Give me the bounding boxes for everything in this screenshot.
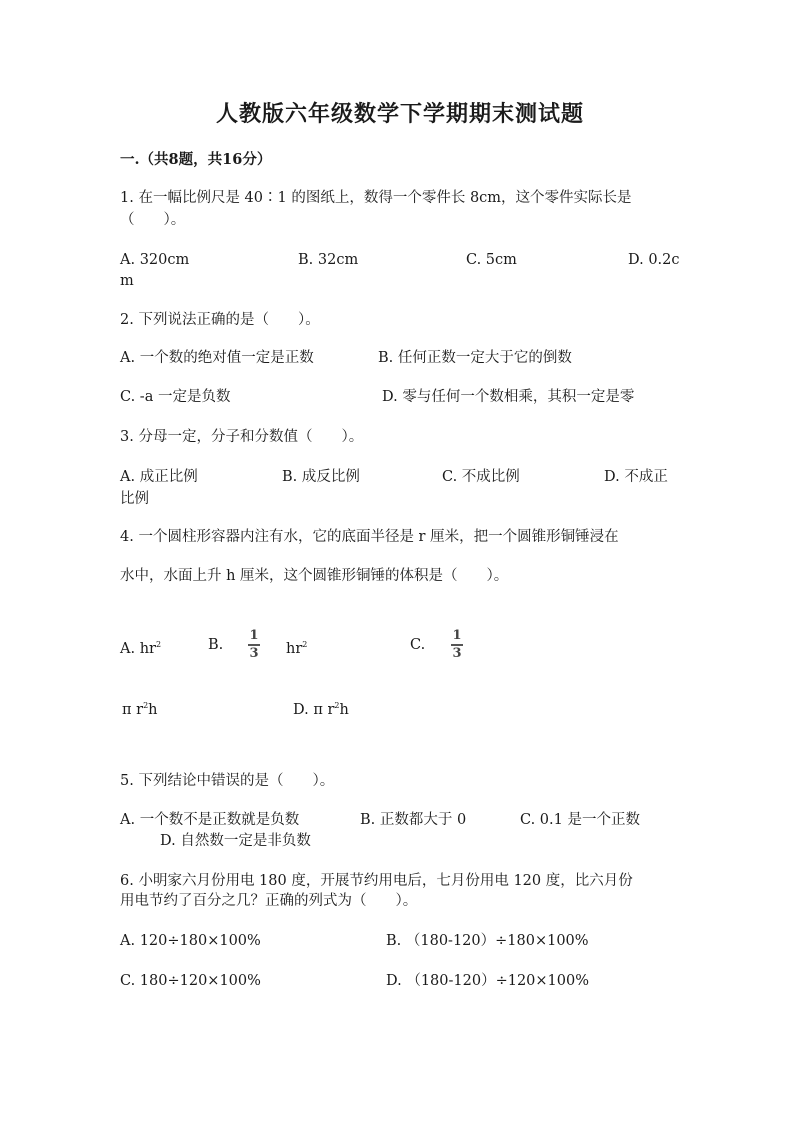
option-c-pi-r: π r: [122, 702, 144, 718]
question-4-text-line1: 4. 一个圆柱形容器内注有水，它的底面半径是 r 厘米，把一个圆锥形铜锤浸在: [120, 529, 619, 545]
question-3-option-c: C. 不成比例: [442, 469, 520, 485]
option-c-exponent: 2: [143, 701, 149, 710]
question-4-option-d: [293, 696, 349, 720]
question-2-text: 2. 下列说法正确的是（ ）。: [120, 312, 320, 328]
fraction-numerator: 1: [452, 628, 462, 643]
question-4-option-a: [120, 635, 161, 659]
question-6-text-line2: 用电节约了百分之几？正确的列式为（ ）。: [120, 893, 418, 909]
question-2-option-c: C. -a 一定是负数: [120, 389, 231, 405]
question-3-text: 3. 分母一定，分子和分数值（ ）。: [120, 429, 364, 445]
option-d-h: h: [339, 702, 349, 718]
question-5-option-a: A. 一个数不是正数就是负数: [120, 812, 300, 828]
question-1-option-c: C. 5cm: [466, 252, 517, 268]
question-4-option-c-label: C.: [410, 637, 426, 653]
question-1-option-a: A. 320cm: [120, 252, 190, 268]
question-5-option-d: D. 自然数一定是非负数: [160, 833, 311, 849]
page-title: 人教版六年级数学下学期期末测试题: [215, 101, 584, 127]
question-4-option-c-fraction: [451, 629, 463, 661]
question-4-text-line2: 水中，水面上升 h 厘米，这个圆锥形铜锤的体积是（ ）。: [120, 568, 509, 584]
fraction-denominator: 3: [249, 645, 259, 661]
question-3-option-d: D. 不成正: [604, 469, 668, 485]
option-a-exponent: 2: [155, 640, 162, 649]
question-3-option-a: A. 成正比例: [120, 469, 198, 485]
question-4-option-b-term: [286, 635, 307, 659]
question-1-text-line2: （ ）。: [120, 212, 186, 228]
question-1-option-b: B. 32cm: [298, 252, 359, 268]
option-d-exponent: 2: [334, 701, 340, 710]
question-5-text: 5. 下列结论中错误的是（ ）。: [120, 773, 335, 789]
question-5-option-b: B. 正数都大于 0: [360, 812, 467, 828]
question-4-option-b-fraction: [248, 629, 260, 661]
question-3-option-d-wrap: 比例: [120, 491, 149, 507]
question-6-option-a: A. 120÷180×100%: [120, 933, 261, 949]
question-4-option-c-term: [122, 696, 158, 720]
question-1-text-line1: 1. 在一幅比例尺是 40∶1 的图纸上，数得一个零件长 8cm，这个零件实际长是: [120, 190, 632, 206]
fraction-denominator: 3: [452, 645, 462, 661]
question-4-option-b-label: B.: [208, 637, 224, 653]
question-1-option-d-wrap: m: [120, 273, 134, 289]
question-2-option-b: B. 任何正数一定大于它的倒数: [378, 350, 572, 366]
option-b-exponent: 2: [302, 640, 308, 649]
option-c-h: h: [148, 702, 158, 718]
question-1-option-d: D. 0.2c: [628, 252, 680, 268]
question-6-option-d: D. （180-120）÷120×100%: [386, 973, 590, 989]
question-6-option-b: B. （180-120）÷180×100%: [386, 933, 589, 949]
option-a-base: A. hr: [120, 641, 156, 657]
question-3-option-b: B. 成反比例: [282, 469, 360, 485]
fraction-numerator: 1: [249, 628, 259, 643]
option-d-pi-r: D. π r: [293, 702, 335, 718]
question-6-option-c: C. 180÷120×100%: [120, 973, 261, 989]
question-6-text-line1: 6. 小明家六月份用电 180 度，开展节约用电后，七月份用电 120 度，比六月份: [120, 873, 633, 889]
option-b-base: hr: [286, 641, 303, 657]
question-2-option-a: A. 一个数的绝对值一定是正数: [120, 350, 314, 366]
question-2-option-d: D. 零与任何一个数相乘，其积一定是零: [382, 389, 635, 405]
question-5-option-c: C. 0.1 是一个正数: [520, 812, 640, 828]
section-heading: 一.（共8题，共16分）: [120, 151, 272, 168]
